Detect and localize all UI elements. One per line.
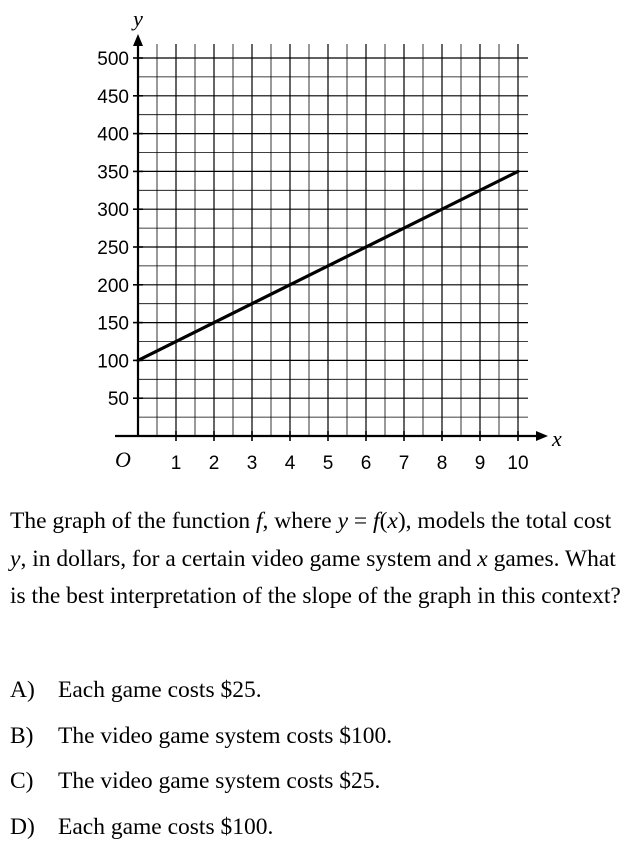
choice-d[interactable] [10, 805, 625, 850]
question-part: f [256, 508, 263, 534]
question-text [10, 503, 625, 616]
question-part: x [477, 546, 487, 572]
y-tick-label: 400 [97, 125, 129, 146]
grid [138, 44, 528, 436]
choice-letter: A) [10, 668, 58, 714]
choice-c[interactable] [10, 759, 625, 805]
x-tick-label: 4 [285, 453, 296, 474]
choice-b[interactable] [10, 714, 625, 760]
choice-text: The video game system costs $25. [58, 759, 380, 805]
y-tick-label: 100 [97, 351, 129, 372]
x-tick-label: 1 [171, 453, 182, 474]
x-axis-arrow [536, 431, 548, 441]
y-tick-label: 150 [97, 314, 129, 335]
question-part: games. What is the best interpretation of the slope of the graph in this context? [10, 546, 621, 610]
origin-label: O [115, 447, 131, 472]
question-part: The graph of the function [10, 508, 256, 534]
question-part: y [10, 546, 20, 572]
y-tick-label: 350 [97, 162, 129, 183]
choice-text: Each game costs $100. [58, 805, 273, 850]
x-tick-label: 7 [399, 453, 410, 474]
x-tick-label: 10 [507, 453, 528, 474]
y-tick-label: 50 [108, 389, 129, 410]
choice-letter: D) [10, 805, 58, 850]
y-tick-label: 200 [97, 276, 129, 297]
y-tick-label: 300 [97, 200, 129, 221]
y-axis-label: y [131, 6, 143, 31]
y-tick-label: 250 [97, 238, 129, 259]
choice-letter: B) [10, 714, 58, 760]
choice-letter: C) [10, 759, 58, 805]
question-part: ), models the total cost [398, 508, 611, 534]
question-part: y [338, 508, 348, 534]
question-part: , where [263, 508, 338, 534]
tick-labels [97, 49, 528, 474]
question-part: ( [380, 508, 388, 534]
choice-a[interactable] [10, 668, 625, 714]
x-tick-label: 6 [361, 453, 372, 474]
axes [115, 34, 548, 441]
answer-choices [10, 668, 625, 850]
y-tick-label: 500 [97, 49, 129, 70]
x-tick-label: 9 [475, 453, 486, 474]
question-part: , in dollars, for a certain video game system and [20, 546, 477, 572]
x-tick-label: 5 [323, 453, 334, 474]
x-axis-label: x [551, 426, 562, 451]
choice-text: Each game costs $25. [58, 668, 262, 714]
x-tick-label: 8 [437, 453, 448, 474]
choice-text: The video game system costs $100. [58, 714, 392, 760]
x-tick-label: 2 [209, 453, 220, 474]
question-part: = [348, 508, 373, 534]
y-axis-arrow [133, 34, 143, 46]
question-part: x [387, 508, 397, 534]
x-tick-label: 3 [247, 453, 258, 474]
question-part: f [373, 508, 380, 534]
y-tick-label: 450 [97, 87, 129, 108]
